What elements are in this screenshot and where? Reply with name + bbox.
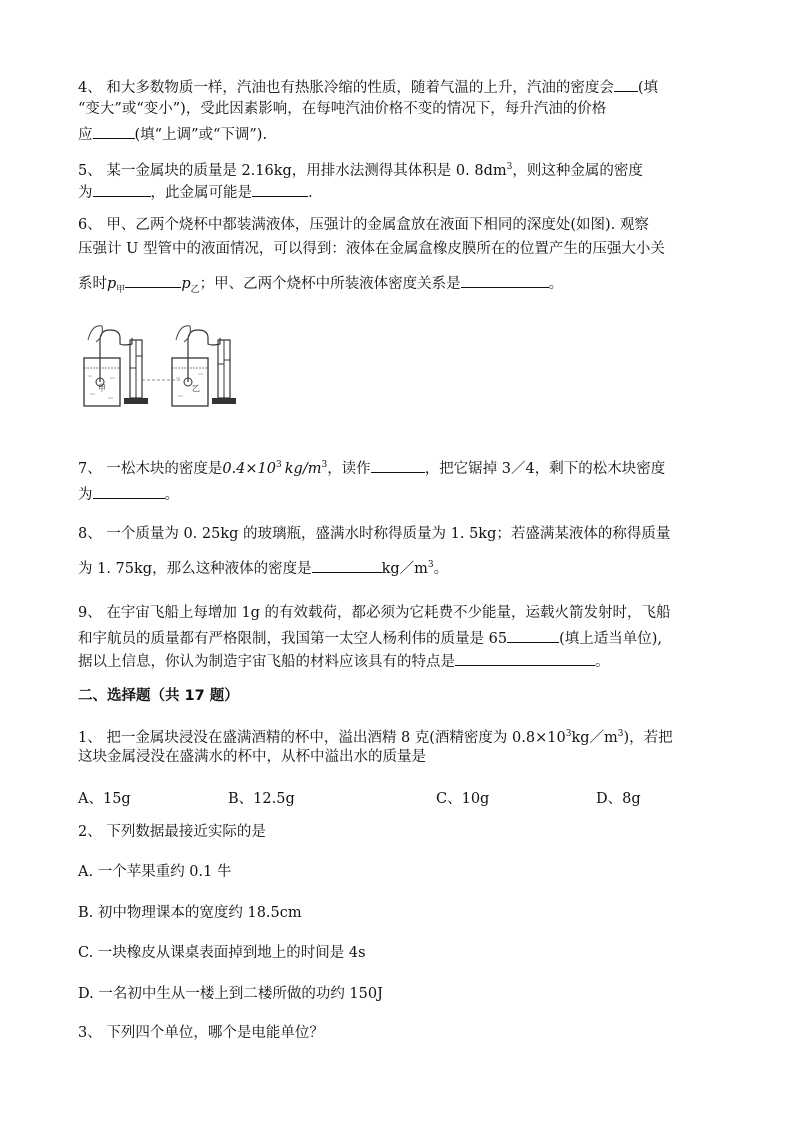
beaker-right [172, 358, 208, 406]
q6-line3: 系时$p_甲$ $p_乙$；甲、乙两个烧杯中所装液体密度关系是 。 [78, 272, 563, 300]
q7-line2: 为 。 [78, 483, 179, 505]
q6-blank1[interactable] [125, 272, 181, 288]
mc1-option-d[interactable]: D、8g [596, 791, 641, 807]
q9-line3: 据以上信息，你认为制造宇宙飞船的材料应该具有的特点是 。 [78, 650, 610, 672]
section-heading: 二、选择题（共 17 题） [78, 688, 239, 704]
q8-blank1[interactable] [312, 557, 382, 573]
q7-line1: 7、 一松木块的密度是$0.4\times 10^3$ $kg/m^3$，读作 ，把它锯掉 3／4，剩下的松木块密度 [78, 455, 665, 479]
mc1-line2: 这块金属浸没在盛满水的杯中，从杯中溢出水的质量是 [78, 749, 426, 765]
q7-blank1[interactable] [371, 457, 425, 473]
pressure-gauge-figure [80, 320, 245, 415]
mc2-stem: 2、 下列数据最接近实际的是 [78, 824, 266, 840]
mc1-option-c[interactable]: C、10g [436, 791, 490, 807]
q5-blank1[interactable] [93, 181, 151, 197]
mc2-option-b[interactable]: B. 初中物理课本的宽度约 18.5cm [78, 905, 302, 921]
q5-blank2[interactable] [252, 181, 308, 197]
q9-line1: 9、 在宇宙飞船上每增加 1g 的有效载荷，都必须为它耗费不少能量，运载火箭发射时，飞船 [78, 605, 671, 621]
u-tube-left [124, 340, 148, 404]
mc2-option-d[interactable]: D. 一名初中生从一楼上到二楼所做的功约 150J [78, 986, 383, 1002]
q8-line1: 8、 一个质量为 0. 25kg 的玻璃瓶，盛满水时称得质量为 1. 5kg；若盛满某液体的称得质量 [78, 526, 671, 542]
q5-line2: 为 ，此金属可能是 . [78, 181, 313, 203]
mc1-line1: 1、 把一金属块浸没在盛满酒精的杯中，溢出酒精 8 克(酒精密度为 $0.8\times 10^3kg/m^3$)，若把 [78, 729, 673, 746]
q6-blank2[interactable] [461, 272, 549, 288]
mc3-stem: 3、 下列四个单位，哪个是电能单位？ [78, 1025, 324, 1041]
q6-line1: 6、 甲、乙两个烧杯中都装满液体，压强计的金属盒放在液面下相同的深度处(如图). 观察 [78, 217, 649, 233]
q4-blank1[interactable] [614, 76, 638, 92]
u-tube-right [212, 340, 236, 404]
q9-line2: 和宇航员的质量都有严格限制，我国第一太空人杨利伟的质量是 65 (填上适当单位), [78, 627, 662, 649]
mc2-option-a[interactable]: A. 一个苹果重约 0.1 牛 [78, 864, 232, 880]
q8-line2: 为 1. 75kg，那么这种液体的密度是 $kg/m^3$。 [78, 555, 448, 579]
mc1-option-a[interactable]: A、15g [78, 791, 131, 807]
label-jia: 甲 [98, 384, 106, 393]
q4-line1: 4、 和大多数物质一样，汽油也有热胀冷缩的性质，随着气温的上升，汽油的密度会 (填 [78, 76, 658, 98]
label-yi: 乙 [192, 384, 200, 393]
q9-blank1[interactable] [507, 627, 559, 643]
beaker-left [84, 358, 120, 406]
q7-blank2[interactable] [93, 483, 165, 499]
q9-blank2[interactable] [455, 650, 595, 666]
q4-line3: 应 (填“上调”或“下调”). [78, 123, 267, 145]
q4-blank2[interactable] [93, 123, 135, 139]
mc2-option-c[interactable]: C. 一块橡皮从课桌表面掉到地上的时间是 4s [78, 945, 366, 961]
q4-line2: “变大”或“变小”)，受此因素影响，在每吨汽油价格不变的情况下，每升汽油的价格 [78, 101, 607, 117]
mc1-option-b[interactable]: B、12.5g [228, 791, 295, 807]
q5-line1: 5、 某一金属块的质量是 2.16kg，用排水法测得其体积是 0. $8dm^3$，则这种金属的密度 [78, 162, 643, 179]
q6-line2: 压强计 U 型管中的液面情况，可以得到：液体在金属盒橡皮膜所在的位置产生的压强大小关 [78, 241, 665, 257]
